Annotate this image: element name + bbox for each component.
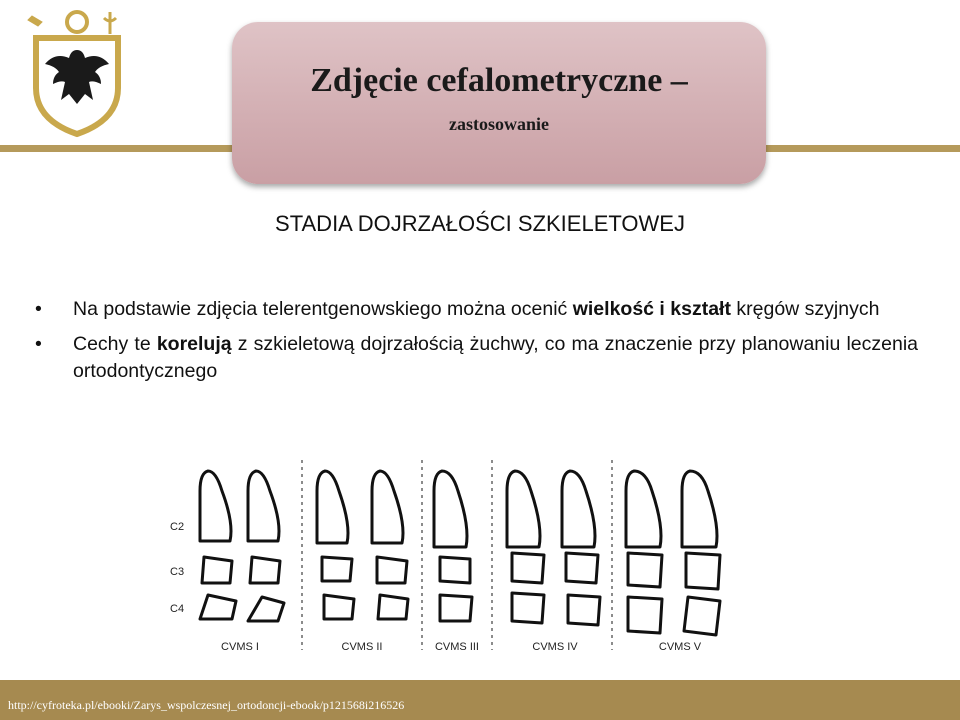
vertebra-c3 <box>377 557 407 583</box>
vertebra-c2 <box>434 471 467 547</box>
stage-label-cvms-iii: CVMS III <box>434 641 480 653</box>
title-box <box>232 22 766 184</box>
vertebra-c4 <box>248 597 284 621</box>
source-url-link[interactable]: http://cyfroteka.pl/ebooki/Zarys_wspolczesnej_ortodoncji-ebook/p121568i216526 <box>8 698 405 712</box>
vertebra-c4 <box>324 595 354 619</box>
vertebra-c2 <box>682 471 717 547</box>
vertebra-c4 <box>378 595 408 619</box>
vertebra-c4 <box>628 597 662 633</box>
vertebra-c2 <box>200 471 231 541</box>
bullet-marker: • <box>35 333 42 355</box>
bullet-bold-text: korelują <box>156 333 232 355</box>
row-label-c2: C2 <box>170 521 185 533</box>
vertebra-c2 <box>372 471 403 543</box>
bullet-text: z szkieletową dojrzałością żuchwy, co ma znaczenie przy planowaniu leczenia ortodontycznego <box>73 333 918 382</box>
university-crest-logo <box>22 8 132 138</box>
vertebra-c2 <box>562 471 595 547</box>
vertebra-c3 <box>686 553 720 589</box>
vertebra-c4 <box>568 595 600 625</box>
vertebra-c3 <box>202 557 232 583</box>
vertebra-c3 <box>440 557 470 583</box>
vertebra-c3 <box>512 553 544 583</box>
footer-bar <box>0 680 960 720</box>
bullet-list <box>35 296 918 393</box>
stage-label-cvms-ii: CVMS II <box>341 641 383 653</box>
vertebra-c3 <box>322 557 352 581</box>
bullet-text: kręgów szyjnych <box>730 298 880 320</box>
bullet-text: Na podstawie zdjęcia telerentgenowskiego można ocenić <box>73 298 573 320</box>
stage-label-cvms-i: CVMS I <box>221 641 259 653</box>
stage-label-cvms-v: CVMS V <box>658 641 702 653</box>
section-heading: STADIA DOJRZAŁOŚCI SZKIELETOWEJ <box>275 211 685 236</box>
bullet-item <box>35 331 918 385</box>
vertebra-c2 <box>248 471 279 541</box>
bullet-bold-text: wielkość i kształt <box>572 298 731 320</box>
vertebra-c4 <box>200 595 236 619</box>
bullet-item <box>35 296 918 323</box>
vertebra-c4 <box>512 593 544 623</box>
slide-subtitle: zastosowanie <box>449 114 549 134</box>
slide-title: Zdjęcie cefalometryczne – <box>310 62 688 99</box>
vertebra-c3 <box>566 553 598 583</box>
vertebra-c3 <box>628 553 662 587</box>
bullet-text: Cechy te <box>73 333 157 355</box>
vertebra-c2 <box>317 471 348 543</box>
stage-label-cvms-iv: CVMS IV <box>532 641 578 653</box>
vertebra-c3 <box>250 557 280 583</box>
bullet-marker: • <box>35 298 42 320</box>
row-label-c3: C3 <box>170 566 185 578</box>
cvms-vertebrae-figure <box>160 455 750 660</box>
vertebra-c4 <box>440 595 472 621</box>
vertebra-c4 <box>684 597 720 635</box>
row-label-c4: C4 <box>170 603 185 615</box>
vertebra-c2 <box>507 471 540 547</box>
vertebra-c2 <box>626 471 661 547</box>
